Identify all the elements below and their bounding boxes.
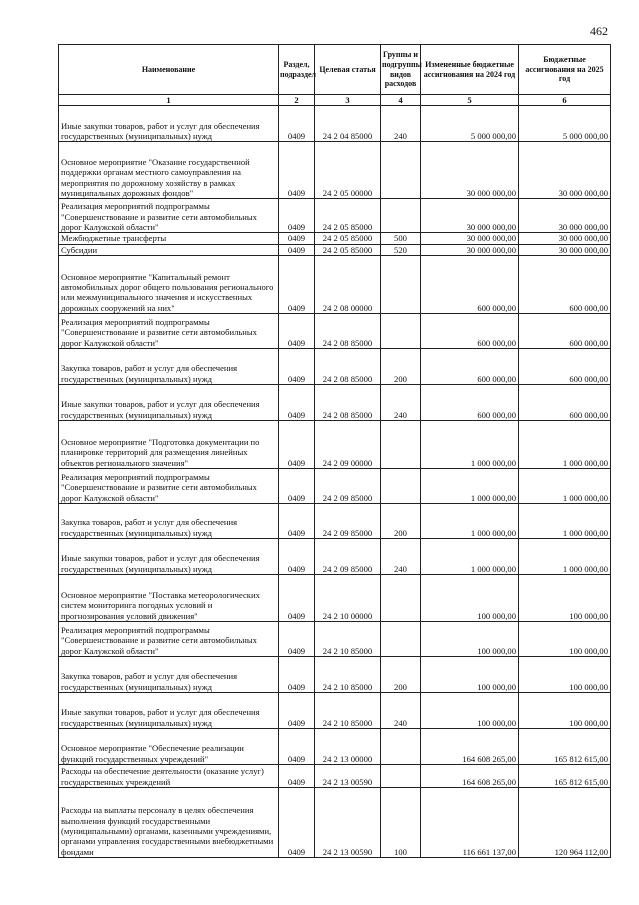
row-target: 24 2 05 85000 bbox=[315, 244, 381, 255]
table-row bbox=[59, 469, 611, 504]
row-group bbox=[381, 575, 421, 622]
row-value-2024: 600 000,00 bbox=[421, 385, 519, 421]
row-target: 24 2 10 85000 bbox=[315, 657, 381, 693]
row-value-2025: 165 812 615,00 bbox=[519, 765, 611, 788]
row-group: 200 bbox=[381, 504, 421, 539]
header-changed-2024: Измененные бюджетные ассигнования на 2024 год bbox=[421, 45, 519, 95]
row-group bbox=[381, 469, 421, 504]
page-number: 462 bbox=[590, 24, 608, 38]
row-group bbox=[381, 142, 421, 199]
row-name: Основное мероприятие "Обеспечение реализации функций государственных учреждений" bbox=[59, 729, 279, 765]
row-name: Закупка товаров, работ и услуг для обеспечения государственных (муниципальных) нужд bbox=[59, 657, 279, 693]
row-group bbox=[381, 314, 421, 349]
row-value-2024: 1 000 000,00 bbox=[421, 421, 519, 469]
row-target: 24 2 09 85000 bbox=[315, 504, 381, 539]
row-value-2024: 30 000 000,00 bbox=[421, 244, 519, 255]
row-section: 0409 bbox=[279, 244, 315, 255]
table-row bbox=[59, 421, 611, 469]
row-value-2024: 5 000 000,00 bbox=[421, 106, 519, 142]
budget-table bbox=[58, 44, 611, 858]
column-number: 5 bbox=[421, 95, 519, 106]
row-target: 24 2 09 85000 bbox=[315, 469, 381, 504]
row-value-2024: 30 000 000,00 bbox=[421, 199, 519, 233]
header-groups: Группы и подгруппы видов расходов bbox=[381, 45, 421, 95]
row-value-2025: 100 000,00 bbox=[519, 575, 611, 622]
row-target: 24 2 10 85000 bbox=[315, 693, 381, 729]
row-group bbox=[381, 729, 421, 765]
table-row bbox=[59, 199, 611, 233]
row-value-2025: 1 000 000,00 bbox=[519, 469, 611, 504]
table-row bbox=[59, 657, 611, 693]
row-group: 500 bbox=[381, 233, 421, 244]
row-value-2025: 120 964 112,00 bbox=[519, 788, 611, 858]
table-row bbox=[59, 765, 611, 788]
row-value-2025: 30 000 000,00 bbox=[519, 199, 611, 233]
row-value-2024: 164 608 265,00 bbox=[421, 765, 519, 788]
column-number: 4 bbox=[381, 95, 421, 106]
row-target: 24 2 13 00590 bbox=[315, 788, 381, 858]
column-number: 6 bbox=[519, 95, 611, 106]
column-number-row bbox=[59, 95, 611, 106]
header-budget-2025: Бюджетные ассигнования на 2025 год bbox=[519, 45, 611, 95]
row-section: 0409 bbox=[279, 539, 315, 575]
row-value-2025: 30 000 000,00 bbox=[519, 233, 611, 244]
row-value-2025: 165 812 615,00 bbox=[519, 729, 611, 765]
row-value-2024: 100 000,00 bbox=[421, 622, 519, 657]
header-name: Наименование bbox=[59, 45, 279, 95]
table-row bbox=[59, 142, 611, 199]
row-value-2024: 100 000,00 bbox=[421, 575, 519, 622]
row-value-2024: 1 000 000,00 bbox=[421, 504, 519, 539]
header-target: Целевая статья bbox=[315, 45, 381, 95]
row-section: 0409 bbox=[279, 622, 315, 657]
row-group bbox=[381, 765, 421, 788]
row-target: 24 2 08 85000 bbox=[315, 314, 381, 349]
row-section: 0409 bbox=[279, 657, 315, 693]
row-target: 24 2 05 85000 bbox=[315, 233, 381, 244]
row-name: Межбюджетные трансферты bbox=[59, 233, 279, 244]
row-name: Расходы на выплаты персоналу в целях обеспечения выполнения функций государственными (муниципальными) органами, казенными учреждениями, органами управления государственными внебюджетными фондами bbox=[59, 788, 279, 858]
row-section: 0409 bbox=[279, 729, 315, 765]
row-name: Иные закупки товаров, работ и услуг для обеспечения государственных (муниципальных) нужд bbox=[59, 385, 279, 421]
table-row bbox=[59, 539, 611, 575]
row-group bbox=[381, 421, 421, 469]
row-section: 0409 bbox=[279, 106, 315, 142]
row-section: 0409 bbox=[279, 314, 315, 349]
column-number: 1 bbox=[59, 95, 279, 106]
row-name: Иные закупки товаров, работ и услуг для обеспечения государственных (муниципальных) нужд bbox=[59, 539, 279, 575]
row-value-2025: 600 000,00 bbox=[519, 314, 611, 349]
row-name: Реализация мероприятий подпрограммы "Совершенствование и развитие сети автомобильных дорог Калужской области" bbox=[59, 314, 279, 349]
row-section: 0409 bbox=[279, 693, 315, 729]
table-row bbox=[59, 693, 611, 729]
row-section: 0409 bbox=[279, 788, 315, 858]
row-target: 24 2 09 85000 bbox=[315, 539, 381, 575]
row-target: 24 2 09 00000 bbox=[315, 421, 381, 469]
row-value-2025: 600 000,00 bbox=[519, 349, 611, 385]
row-group: 200 bbox=[381, 657, 421, 693]
row-value-2025: 100 000,00 bbox=[519, 622, 611, 657]
table-row bbox=[59, 385, 611, 421]
row-section: 0409 bbox=[279, 349, 315, 385]
table-row bbox=[59, 729, 611, 765]
row-name: Субсидии bbox=[59, 244, 279, 255]
row-group: 240 bbox=[381, 385, 421, 421]
row-section: 0409 bbox=[279, 256, 315, 314]
column-number: 2 bbox=[279, 95, 315, 106]
table-row bbox=[59, 622, 611, 657]
row-name: Расходы на обеспечение деятельности (оказание услуг) государственных учреждений bbox=[59, 765, 279, 788]
row-value-2025: 30 000 000,00 bbox=[519, 142, 611, 199]
row-name: Закупка товаров, работ и услуг для обеспечения государственных (муниципальных) нужд bbox=[59, 349, 279, 385]
row-group: 520 bbox=[381, 244, 421, 255]
row-name: Реализация мероприятий подпрограммы "Совершенствование и развитие сети автомобильных дорог Калужской области" bbox=[59, 199, 279, 233]
row-target: 24 2 10 00000 bbox=[315, 575, 381, 622]
row-section: 0409 bbox=[279, 765, 315, 788]
row-name: Закупка товаров, работ и услуг для обеспечения государственных (муниципальных) нужд bbox=[59, 504, 279, 539]
row-group bbox=[381, 622, 421, 657]
header-section: Раздел, подраздел bbox=[279, 45, 315, 95]
row-name: Основное мероприятие "Оказание государственной поддержки органам местного самоуправления на мероприятия по дорожному хозяйству в рамках муниципальных дорожных фондов" bbox=[59, 142, 279, 199]
row-value-2024: 164 608 265,00 bbox=[421, 729, 519, 765]
row-group bbox=[381, 199, 421, 233]
table-row bbox=[59, 244, 611, 255]
row-section: 0409 bbox=[279, 385, 315, 421]
row-target: 24 2 08 00000 bbox=[315, 256, 381, 314]
row-target: 24 2 04 85000 bbox=[315, 106, 381, 142]
row-section: 0409 bbox=[279, 142, 315, 199]
row-value-2025: 1 000 000,00 bbox=[519, 504, 611, 539]
row-value-2024: 600 000,00 bbox=[421, 314, 519, 349]
row-target: 24 2 08 85000 bbox=[315, 385, 381, 421]
table-row bbox=[59, 314, 611, 349]
row-value-2025: 1 000 000,00 bbox=[519, 539, 611, 575]
table-row bbox=[59, 349, 611, 385]
row-name: Основное мероприятие "Капитальный ремонт автомобильных дорог общего пользования регионального или межмуниципального значения и искусственных дорожных сооружений на них" bbox=[59, 256, 279, 314]
column-number: 3 bbox=[315, 95, 381, 106]
row-group: 240 bbox=[381, 693, 421, 729]
row-section: 0409 bbox=[279, 469, 315, 504]
row-target: 24 2 05 85000 bbox=[315, 199, 381, 233]
header-row bbox=[59, 45, 611, 95]
row-value-2024: 1 000 000,00 bbox=[421, 469, 519, 504]
row-group: 240 bbox=[381, 539, 421, 575]
row-value-2024: 100 000,00 bbox=[421, 693, 519, 729]
row-name: Реализация мероприятий подпрограммы "Совершенствование и развитие сети автомобильных дорог Калужской области" bbox=[59, 469, 279, 504]
row-value-2025: 5 000 000,00 bbox=[519, 106, 611, 142]
table-row bbox=[59, 504, 611, 539]
row-name: Иные закупки товаров, работ и услуг для обеспечения государственных (муниципальных) нужд bbox=[59, 693, 279, 729]
row-section: 0409 bbox=[279, 421, 315, 469]
row-section: 0409 bbox=[279, 233, 315, 244]
row-value-2024: 100 000,00 bbox=[421, 657, 519, 693]
row-value-2025: 100 000,00 bbox=[519, 693, 611, 729]
row-name: Иные закупки товаров, работ и услуг для обеспечения государственных (муниципальных) нужд bbox=[59, 106, 279, 142]
row-name: Реализация мероприятий подпрограммы "Совершенствование и развитие сети автомобильных дорог Калужской области" bbox=[59, 622, 279, 657]
row-value-2024: 600 000,00 bbox=[421, 349, 519, 385]
row-target: 24 2 13 00590 bbox=[315, 765, 381, 788]
row-target: 24 2 10 85000 bbox=[315, 622, 381, 657]
row-section: 0409 bbox=[279, 504, 315, 539]
row-value-2025: 600 000,00 bbox=[519, 385, 611, 421]
row-name: Основное мероприятие "Подготовка документации по планировке территорий для размещения линейных объектов регионального значения" bbox=[59, 421, 279, 469]
row-section: 0409 bbox=[279, 199, 315, 233]
table-row bbox=[59, 788, 611, 858]
table-row bbox=[59, 106, 611, 142]
table-row bbox=[59, 233, 611, 244]
row-group: 100 bbox=[381, 788, 421, 858]
row-target: 24 2 08 85000 bbox=[315, 349, 381, 385]
table-row bbox=[59, 256, 611, 314]
row-target: 24 2 05 00000 bbox=[315, 142, 381, 199]
row-value-2025: 100 000,00 bbox=[519, 657, 611, 693]
row-group: 200 bbox=[381, 349, 421, 385]
row-target: 24 2 13 00000 bbox=[315, 729, 381, 765]
row-value-2024: 116 661 137,00 bbox=[421, 788, 519, 858]
row-value-2024: 600 000,00 bbox=[421, 256, 519, 314]
row-name: Основное мероприятие "Поставка метеорологических систем мониторинга погодных условий и прогнозирования условий движения" bbox=[59, 575, 279, 622]
table-row bbox=[59, 575, 611, 622]
row-value-2024: 30 000 000,00 bbox=[421, 233, 519, 244]
row-value-2025: 30 000 000,00 bbox=[519, 244, 611, 255]
row-value-2024: 1 000 000,00 bbox=[421, 539, 519, 575]
row-group bbox=[381, 256, 421, 314]
row-section: 0409 bbox=[279, 575, 315, 622]
row-value-2025: 600 000,00 bbox=[519, 256, 611, 314]
row-value-2024: 30 000 000,00 bbox=[421, 142, 519, 199]
row-value-2025: 1 000 000,00 bbox=[519, 421, 611, 469]
row-group: 240 bbox=[381, 106, 421, 142]
